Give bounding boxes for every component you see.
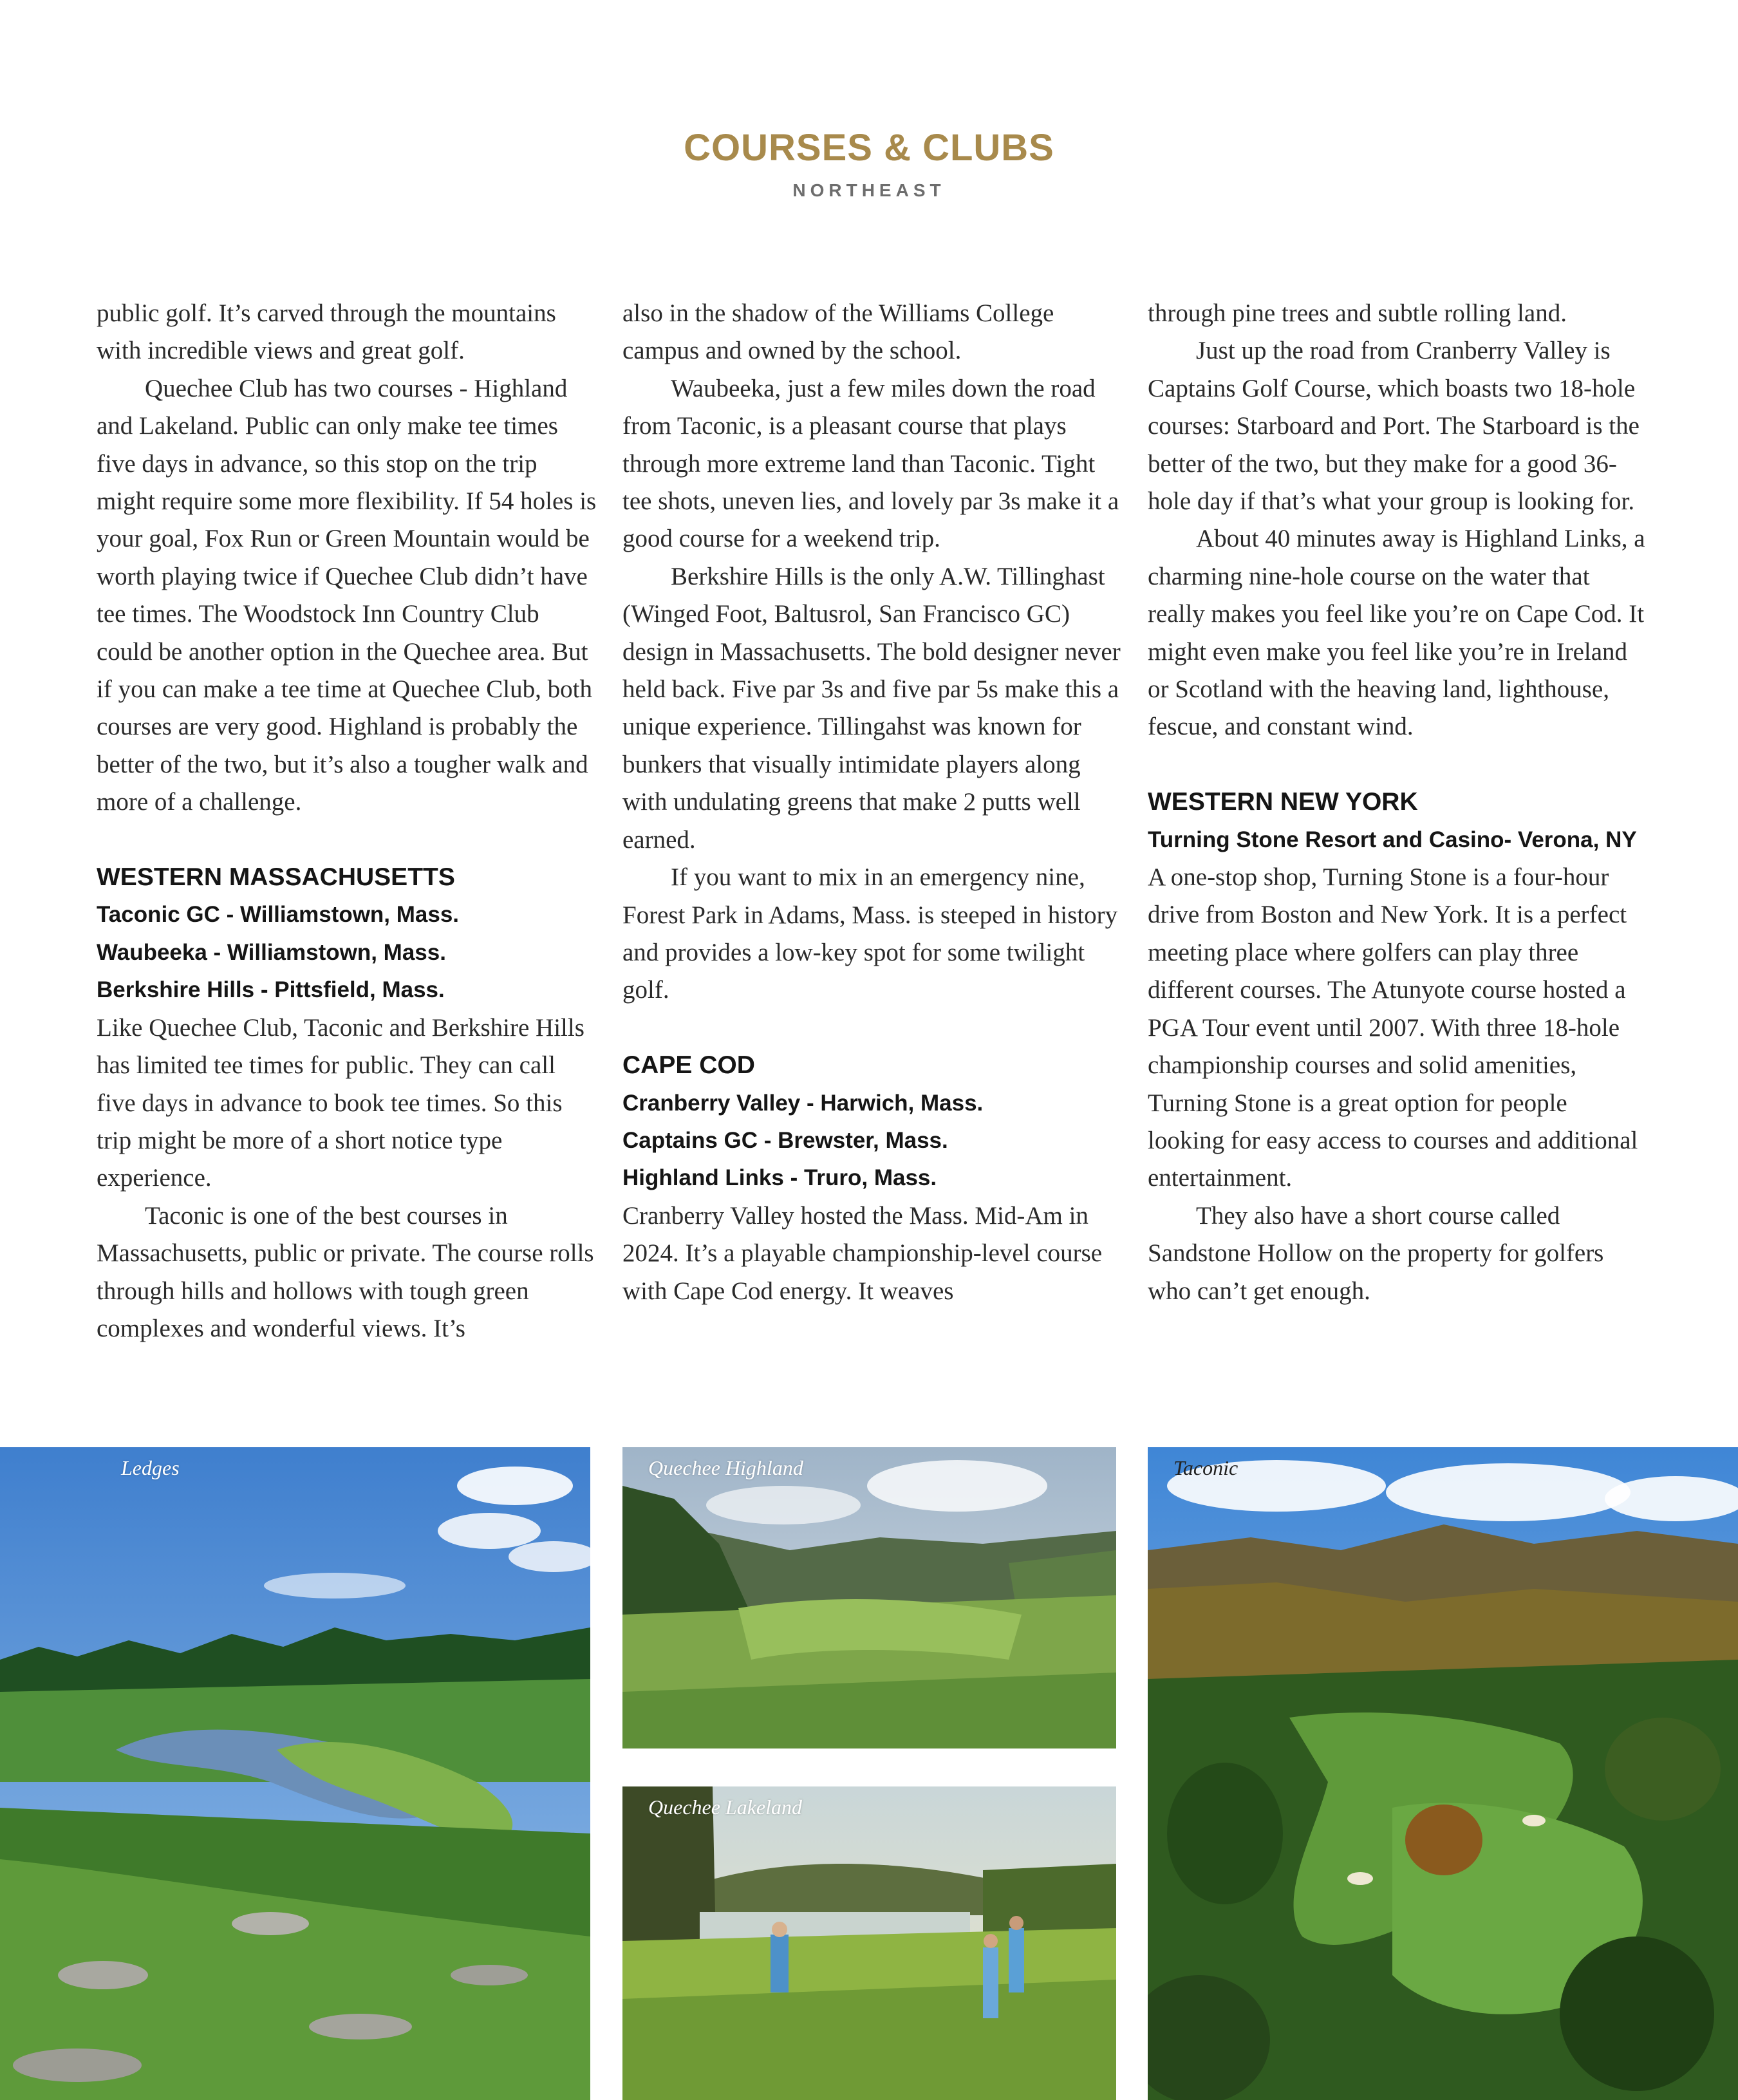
quechee-lakeland-image bbox=[622, 1786, 1116, 2100]
paragraph: also in the shadow of the Williams College campus and owned by the school. bbox=[622, 299, 1054, 365]
course-subheading: Berkshire Hills - Pittsfield, Mass. bbox=[97, 977, 445, 1003]
paragraph: through pine trees and subtle rolling land. bbox=[1148, 299, 1567, 327]
photo-caption: Ledges bbox=[121, 1456, 180, 1479]
photo-caption: Quechee Lakeland bbox=[648, 1795, 803, 1819]
section-title: COURSES & CLUBS bbox=[684, 127, 1054, 169]
text-column-1 bbox=[97, 295, 599, 1347]
course-subheading: Waubeeka - Williamstown, Mass. bbox=[97, 939, 446, 965]
paragraph: About 40 minutes away is Highland Links, a charming nine-hole course on the water that really makes you feel like you’re on Cape Cod. It might even make you feel like you’re in Ireland or Scotland with the heaving land, lighthouse, fescue, and constant wind. bbox=[1148, 525, 1645, 741]
course-subheading: Highland Links - Truro, Mass. bbox=[622, 1165, 937, 1191]
paragraph: A one-stop shop, Turning Stone is a four-hour drive from Boston and New York. It is a perfect meeting place where golfers can play three different courses. The Atunyote course hosted a PGA Tour event until 2007. With three 18-hole championship courses and solid amenities, Turning Stone is a great option for people looking for easy access to courses and additional entertainment. bbox=[1148, 863, 1638, 1192]
region-heading-western-massachusetts: WESTERN MASSACHUSETTS bbox=[97, 863, 455, 892]
photo-quechee-highland bbox=[622, 1447, 1116, 1748]
photo-caption: Taconic bbox=[1173, 1456, 1238, 1479]
photo-quechee-lakeland bbox=[622, 1786, 1116, 2100]
region-label: NORTHEAST bbox=[792, 180, 946, 200]
course-subheading: Taconic GC - Williamstown, Mass. bbox=[97, 902, 460, 928]
photo-taconic bbox=[1148, 1447, 1738, 2100]
paragraph: They also have a short course called Sandstone Hollow on the property for golfers who can’t get enough. bbox=[1148, 1201, 1604, 1305]
paragraph: Berkshire Hills is the only A.W. Tillinghast (Winged Foot, Baltusrol, San Francisco GC) design in Massachusetts. The bold designer never held back. Five par 3s and five par 5s make this a unique experience. Tillingahst was known for bunkers that visually intimidate players along with undulating greens that make 2 putts well earned. bbox=[622, 562, 1121, 854]
paragraph: If you want to mix in an emergency nine, Forest Park in Adams, Mass. is steeped in history and provides a low-key spot for some twilight golf. bbox=[622, 863, 1118, 1004]
ledges-landscape-image bbox=[0, 1447, 590, 2100]
region-heading-western-new-york: WESTERN NEW YORK bbox=[1148, 788, 1418, 816]
taconic-aerial-image bbox=[1148, 1447, 1738, 2100]
course-subheading: Captains GC - Brewster, Mass. bbox=[622, 1127, 948, 1153]
paragraph: Quechee Club has two courses - Highland and Lakeland. Public can only make tee times five days in advance, so this stop on the trip might require some more flexibility. If 54 holes is your goal, Fox Run or Green Mountain would be worth playing twice if Quechee Club didn’t have tee times. The Woodstock Inn Country Club could be another option in the Quechee area. But if you can make a tee time at Quechee Club, both courses are very good. Highland is probably the better of the two, but it’s also a tougher walk and more of a challenge. bbox=[97, 374, 597, 816]
region-heading-cape-cod: CAPE COD bbox=[622, 1051, 755, 1080]
paragraph: Cranberry Valley hosted the Mass. Mid-Am in 2024. It’s a playable championship-level course with Cape Cod energy. It weaves bbox=[622, 1201, 1103, 1305]
course-subheading: Turning Stone Resort and Casino- Verona, NY bbox=[1148, 827, 1637, 852]
photo-ledges bbox=[0, 1447, 590, 2100]
photo-caption: Quechee Highland bbox=[648, 1456, 803, 1479]
paragraph: Like Quechee Club, Taconic and Berkshire Hills has limited tee times for public. They can call five days in advance to book tee times. So this trip might be more of a short notice type experience. bbox=[97, 1013, 584, 1192]
text-column-2 bbox=[622, 295, 1125, 1310]
quechee-highland-image bbox=[622, 1447, 1116, 1748]
text-column-3 bbox=[1148, 295, 1650, 1310]
paragraph: Waubeeka, just a few miles down the road from Taconic, is a pleasant course that plays through more extreme land than Taconic. Tight tee shots, uneven lies, and lovely par 3s make it a good course for a weekend trip. bbox=[622, 374, 1119, 553]
paragraph: public golf. It’s carved through the mountains with incredible views and great golf. bbox=[97, 299, 556, 365]
paragraph: Just up the road from Cranberry Valley is Captains Golf Course, which boasts two 18-hole courses: Starboard and Port. The Starboard is the better of the two, but they make for a good 36-hole day if that’s what your group is looking for. bbox=[1148, 337, 1640, 516]
page-header bbox=[0, 129, 1738, 201]
course-subheading: Cranberry Valley - Harwich, Mass. bbox=[622, 1090, 984, 1116]
paragraph: Taconic is one of the best courses in Massachusetts, public or private. The course rolls through hills and hollows with tough green complexes and wonderful views. It’s bbox=[97, 1201, 594, 1342]
